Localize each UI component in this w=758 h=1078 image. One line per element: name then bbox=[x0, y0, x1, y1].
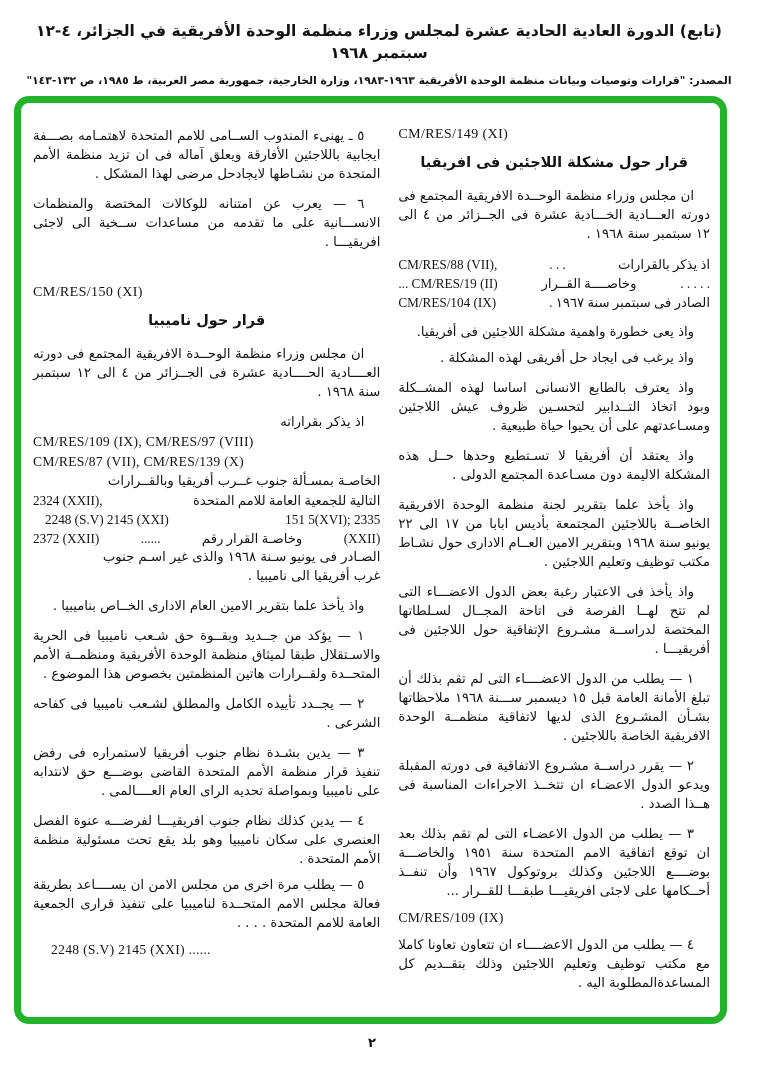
preamble-paragraph: واذ يعتقد أن أفريقيا لا تسـتطيع وحدها حــل هذه المشكلة الاليمة دون مسـاعدة المجتمع الدولى . bbox=[398, 449, 710, 483]
namibia-resolution-column bbox=[33, 127, 380, 1007]
operative-item-2: ٢ — يجــدد تأييده الكامل والمطلق لشـعب ناميبيا فى كفاحه الشرعى . bbox=[33, 697, 381, 731]
citation-segment: 151 5(XVI); 2335 bbox=[285, 512, 381, 527]
preamble-paragraph: واذ يرغب فى ايجاد حل أفريقى لهذه المشكلة . bbox=[440, 351, 694, 366]
page-number: ٢ bbox=[368, 1036, 376, 1051]
citation-segment: CM/RES/104 (IX) bbox=[398, 295, 497, 310]
citation-line: غرب أفريقيا الى ناميبيا . bbox=[247, 569, 381, 584]
citation-line bbox=[398, 274, 710, 293]
citation-line: CM/RES/109 (IX), CM/RES/97 (VIII) bbox=[33, 434, 254, 449]
operative-item-6: ٦ — يعرب عن امتنانه للوكالات المختصة والمنظمات الانســـانية على ما تقدمه من مساعدات ســخية الى لاجئى افريقيـــا . bbox=[33, 197, 381, 250]
operative-item-4: ٤ — يطلب من الدول الاعضــــاء ان تتعاون تعاونا كاملا مع مكتب توظيف وتعليم اللاجئين وذلك بتقــديم كل المساعدةالمطلوبة اليه . bbox=[398, 938, 710, 991]
operative-item-4: ٤ — يدين كذلك نظام جنوب افريقيـــا لفرضـــه عنوة الفصل العنصرى على سكان ناميبيا وهو بلد يقع تحت مسئولية منظمة الأمم المتحدة . bbox=[33, 814, 381, 867]
operative-item-1: ١ — يؤكد من جــديد وبقــوة حق شـعب ناميبيا فى الحرية والاسـتقلال طبقا لميثاق منظمة الوحدة الأفريقية ومنظمــة الأمم المتحــدة ولقــرارات هاتين المنظمتين بخصوص هذا الموضوع . bbox=[33, 629, 381, 682]
preamble-paragraph: واذ يأخذ فى الاعتبار رغبة بعض الدول الاعضـــاء التى لم تتح لهــا الفرصة فى اتاحة المجــال لسـلطاتها المختصة لدراســة مشـروع الإتفاقية حول اللاجئين فى أفريقيـــا . bbox=[398, 585, 710, 657]
operative-item-3: ٣ — يطلب من الدول الاعضـاء التى لم تقم بذلك بعد ان توقع اتفاقية الامم المتحدة سنة ١٩٥١ والخاصـــة بوضــــع اللاجئين وكذلك بروتوكول ١٩٦٧ وأن تنفــذ أحــكامها على لاجئى افريقيـــا طبقـــا للقــرار ... bbox=[398, 827, 711, 899]
citation-segment: اذ يذكر بالقرارات bbox=[617, 257, 710, 272]
citations-block bbox=[33, 413, 380, 586]
page-header bbox=[0, 20, 758, 88]
preamble-paragraph: واذ يأخذ علما بتقرير الامين العام الادارى الخــاص بناميبيا . bbox=[52, 599, 365, 614]
resolution-code: CM/RES/149 (XI) bbox=[398, 127, 509, 142]
operative-item-2: ٢ — يقرر دراســة مشـروع الاتفاقية فى دورته المقبلة ويدعو الدول الاعضـاء ان تتخــذ الاجراءات المناسبة فى هــذا الصدد . bbox=[398, 759, 710, 812]
citation-line: الصـادر فى يونيو سـنة ١٩٦٨ والذى غير اسـم جنوب bbox=[102, 550, 381, 565]
preamble-paragraph: واذ يعترف بالطابع الانسانى اساسا لهذه المشــكلة وبود اتخاذ التــدابير لتحسـين ظروف عيش اللاجئين ومسـاعدتهم على أن يحيوا حياة طبيعية . bbox=[398, 381, 710, 434]
citation-segment: . . . . . bbox=[680, 276, 710, 291]
citation-line bbox=[398, 293, 710, 312]
resolution-code: CM/RES/150 (XI) bbox=[33, 285, 143, 300]
citation-segment: 2248 (S.V) 2145 (XXI) bbox=[45, 512, 169, 527]
citation-intro: اذ يذكر بقراراته bbox=[280, 415, 365, 430]
citation-segment: ...... bbox=[140, 531, 161, 546]
citation-segment: التالية للجمعية العامة للامم المتحدة bbox=[192, 493, 381, 508]
citations-block bbox=[398, 255, 710, 312]
resolution-title: قرار حول ناميبيا bbox=[148, 313, 266, 329]
resolution-code-reference: 2248 (S.V) 2145 (XXI) ...... bbox=[51, 942, 211, 957]
preamble-paragraph: واذ يعى خطورة واهمية مشكلة اللاجئين فى أفريقيا. bbox=[416, 325, 694, 340]
content-frame bbox=[14, 96, 727, 1024]
citation-line bbox=[398, 255, 710, 274]
citation-line bbox=[33, 510, 380, 529]
operative-item-5: ٥ ـ يهنىء المندوب الســامى للامم المتحدة لاهتمـامه بصـــفة ايجابية باللاجئين الأفارقة ويعلق آماله فى ان تزيد منظمة الأمم المتحدة من نشـاطها لايجادحل مرضى لهذا المشكل . bbox=[33, 129, 381, 182]
citation-segment: الصادر فى سبتمبر سنة ١٩٦٧ . bbox=[549, 295, 710, 310]
citation-segment: . . . bbox=[549, 257, 566, 272]
citation-segment: وخاصـة القرار رقم bbox=[201, 531, 303, 546]
resolution-code-reference: CM/RES/109 (IX) bbox=[398, 910, 504, 925]
citation-line: الخاصـة بمسـألة جنوب غــرب أفريقيا وبالقــرارات bbox=[107, 474, 381, 489]
citation-line bbox=[33, 529, 380, 548]
citation-segment: 2324 (XXII), bbox=[33, 493, 103, 508]
operative-item-1: ١ — يطلب من الدول الاعضــــاء التى لم تقم بذلك أن تبلغ الأمانة العامة قبل ١٥ ديسمبر ســـنة ١٩٦٨ ملاحظاتها بشـأن المشـروع الذى لديها لاتفاقية منظمــة الوحدة الافريقية الخاصة باللاجئين . bbox=[398, 672, 710, 744]
operative-item-5: ٥ — يطلب مرة اخرى من مجلس الامن ان يســــاعد بطريقة فعالة مجلس الامم المتحــدة لناميبيا على تنفيذ قرارى الجمعية العامة للامم المتحدة . . . . bbox=[33, 878, 381, 931]
preamble-paragraph: واذ يأخذ علما بتقرير لجنة منظمة الوحدة الافريقية الخاصــة باللاجئين المجتمعة بأديس ابابا من ١٧ الى ٢٢ يونيو سنة ١٩٦٨ وبتقرير الامين العــام الادارى حول نشـاط مكتب توظيف وتعليم اللاجئين . bbox=[398, 498, 710, 570]
citation-segment: (XXII) bbox=[343, 531, 381, 546]
citation-segment: CM/RES/88 (VII), bbox=[398, 257, 498, 272]
operative-item-3: ٣ — يدين بشـدة نظام جنوب أفريقيا لاستمراره فى رفض تنفيذ قرار منظمة الأمم المتحدة القاضى بوضـــع حق لانتدابه على ناميبيا وبمواصلة تحديه الراى العام العــــالمى . bbox=[33, 746, 381, 799]
two-column-layout bbox=[21, 103, 720, 1017]
citation-line bbox=[33, 491, 380, 510]
citation-line: CM/RES/87 (VII), CM/RES/139 (X) bbox=[33, 454, 244, 469]
citation-segment: ... CM/RES/19 (II) bbox=[398, 276, 498, 291]
preamble-paragraph: ان مجلس وزراء منظمة الوحــدة الافريقية المجتمع فى دورته العـــادية الخـــادية عشرة فى الجــزائر من ٤ الى ١٢ سبتمبر سنة ١٩٦٨ . bbox=[398, 189, 710, 242]
citation-segment: 2372 (XXII) bbox=[33, 531, 100, 546]
resolution-title: قرار حول مشكلة اللاجئين فى افريقيا bbox=[420, 155, 689, 171]
citation-segment: وخاصــــة القــرار bbox=[541, 276, 637, 291]
preamble-paragraph: ان مجلس وزراء منظمة الوحــدة الافريقية المجتمع فى دورته العــــادية الحــــادية عشرة فى الجــزائر من ٤ الى ١٢ سبتمبر سنة ١٩٦٨ . bbox=[33, 347, 381, 400]
source-citation: المصدر: "قرارات وتوصيات وبيانات منظمة الوحدة الأفريقية ١٩٦٣-١٩٨٣، وزارة الخارجية، جمهورية مصر العربية، ط ١٩٨٥، ص ١٣٢-١٤٣" bbox=[26, 74, 732, 87]
session-title: (تابع) الدورة العادية الحادية عشرة لمجلس وزراء منظمة الوحدة الأفريقية في الجزائر، ٤-١٢ سبتمبر ١٩٦٨ bbox=[36, 22, 722, 62]
refugee-resolution-column bbox=[398, 127, 710, 1007]
